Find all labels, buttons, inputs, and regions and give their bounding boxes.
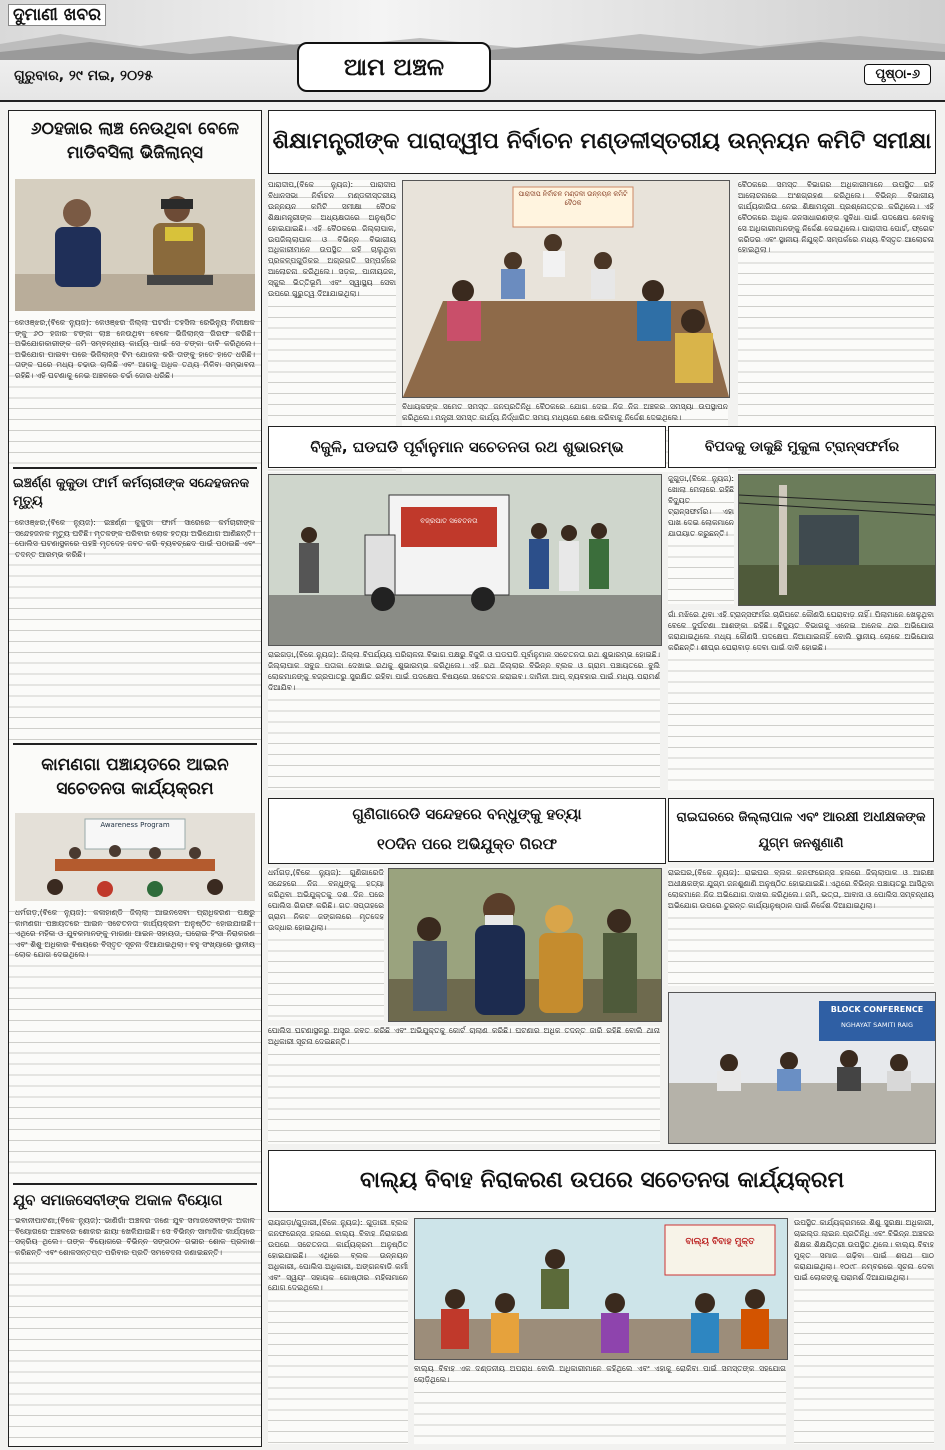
- body-lightning-rath: ରାଇଗଡ଼ା,(ବିକେ ନ୍ୟୁଜ): ଜିଲ୍ଲା ବିପର୍ଯ୍ୟୟ ପରିଚାଳନା ବିଭାଗ ପକ୍ଷରୁ ବିଜୁଳି ଓ ଘଡଘଡି ପୂର୍ବାନୁମାନ ସଚେତନତା ରଥ ଶୁଭାରମ୍ଭ ହୋଇଛି। ଜିଲ୍ଲାପାଳ ସବୁଜ ପତାକା ଦେଖାଇ ରଥକୁ ଶୁଭାରମ୍ଭ କରିଥିଲେ। ଏହି ରଥ ଜିଲ୍ଲାର ବିଭିନ୍ନ ବ୍ଲକ ଓ ଗ୍ରାମ ପଞ୍ଚାୟତରେ ବୁଲି ଲୋକମାନଙ୍କୁ ବଜ୍ରପାତରୁ ସୁରକ୍ଷିତ ରହିବା ପାଇଁ ପଦକ୍ଷେପ ବିଷୟରେ ସଚେତନ କରାଇବ। ଦାମିନୀ ଆପ୍ ବ୍ୟବହାର ପାଇଁ ମଧ୍ୟ ପରାମର୍ଶ ଦିଆଯିବ।: [268, 650, 660, 790]
- divider: [13, 743, 257, 745]
- photo-electric-pole: [739, 475, 935, 605]
- photo-awareness-van: [269, 475, 661, 645]
- van-sign: ବଜ୍ରପାତ ସଚେତନତା: [420, 517, 478, 525]
- body-transformer: ଗାଁ ମଝିରେ ଥିବା ଏହି ଟ୍ରାନ୍ସଫର୍ମର ଚାରିପଟେ କୌଣସି ଘେରାବାଡ଼ ନାହିଁ। ପିଲାମାନେ ଖେଳୁଥିବା ବେଳେ ଦୁର୍ଘଟଣା ଆଶଙ୍କା ରହିଛି। ବିଦ୍ୟୁତ ବିଭାଗକୁ ଏନେଇ ଅନେକ ଥର ଅଭିଯୋଗ କରାଯାଇଥିଲେ ମଧ୍ୟ କୌଣସି ପଦକ୍ଷେପ ନିଆଯାଇନାହିଁ ବୋଲି ସ୍ଥାନୀୟ ଲୋକେ ଅଭିଯୋଗ କରିଛନ୍ତି। ଶୀଘ୍ର ଘେରାବାଡ଼ ଦେବା ପାଇଁ ଦାବି ହୋଇଛି।: [668, 610, 934, 790]
- body-legal-awareness: ଧର୍ମଗଡ଼,(ବିକେ ନ୍ୟୁଜ): କଳାହାଣ୍ଡି ଜିଲ୍ଲା ଆଇନସେବା ପ୍ରାଧିକରଣ ପକ୍ଷରୁ କାମଣଗା ପଞ୍ଚାୟତରେ ଆଇନ ସଚେତନତା କାର୍ଯ୍ୟକ୍ରମ ଅନୁଷ୍ଠିତ ହୋଇଯାଇଛି। ଏଥିରେ ମହିଳା ଓ ଯୁବକମାନଙ୍କୁ ମାଗଣା ଆଇନ ସହାୟତା, ଘରୋଇ ହିଂସା ନିରାକରଣ ଏବଂ ଶିଶୁ ଅଧିକାର ବିଷୟରେ ବିସ୍ତୃତ ସୂଚନା ଦିଆଯାଇଥିଲା। ବହୁ ସଂଖ୍ୟାରେ ସ୍ଥାନୀୟ ଲୋକ ଯୋଗ ଦେଇଥିଲେ।: [9, 905, 261, 1181]
- newspaper-name: ଦୁମାଣୀ ଖବର: [8, 4, 106, 26]
- photo-vigilance-arrest: [15, 179, 255, 311]
- headline-line-2: ୧୦ଦିନ ପରେ ଅଭିଯୁକ୍ତ ଗିରଫ: [377, 835, 557, 853]
- divider: [13, 1183, 257, 1185]
- left-column: [8, 110, 262, 1447]
- body-child-left: ରାୟଗଡ଼ା/ଗୁଡ଼ାରୀ,(ବିକେ ନ୍ୟୁଜ): ଗୁଡ଼ାରୀ ବ୍ଲକ କନଫରେନ୍ସ ହଲରେ ବାଲ୍ୟ ବିବାହ ନିରାକରଣ ଉପରେ ସଚେତନତା କାର୍ଯ୍ୟକ୍ରମ ଅନୁଷ୍ଠିତ ହୋଇଯାଇଛି। ଏଥିରେ ବ୍ଲକ ଉନ୍ନୟନ ଅଧିକାରୀ, ପୋଲିସ ଅଧିକାରୀ, ଅଙ୍ଗନବାଡି କର୍ମୀ ଏବଂ ସ୍ୱୟଂ ସହାୟକ ଗୋଷ୍ଠୀର ମହିଳାମାନେ ଯୋଗ ଦେଇଥିଲେ।: [268, 1218, 408, 1444]
- body-child-right: ଉପସ୍ଥିତ କାର୍ଯ୍ୟକ୍ରମରେ ଶିଶୁ ସୁରକ୍ଷା ଅଧିକାରୀ, ଚାଇଲ୍ଡ ଲାଇନ ପ୍ରତିନିଧି ଏବଂ ବିଭିନ୍ନ ଅଞ୍ଚଳର ଶିକ୍ଷକ ଶିକ୍ଷୟିତ୍ରୀ ଉପସ୍ଥିତ ଥିଲେ। ବାଲ୍ୟ ବିବାହ ମୁକ୍ତ ସମାଜ ଗଢ଼ିବା ପାଇଁ ଶପଥ ପାଠ କରାଯାଇଥିଲା। ୧୦୯୮ ନମ୍ବରରେ ସୂଚନା ଦେବା ପାଇଁ ଲୋକଙ୍କୁ ପରାମର୍ଶ ଦିଆଯାଇଥିଲା।: [794, 1218, 934, 1444]
- section-title: ଆମ ଅଞ୍ଚଳ: [297, 42, 491, 92]
- main-content: [268, 110, 936, 1445]
- headline-child-marriage: ବାଲ୍ୟ ବିବାହ ନିରାକରଣ ଉପରେ ସଚେତନତା କାର୍ଯ୍ୟକ୍ରମ: [268, 1150, 936, 1212]
- issue-date: ଗୁରୁବାର, ୨୯ ମଇ, ୨୦୨୫: [14, 68, 153, 84]
- photo-accused-escort: [389, 869, 661, 1021]
- headline-murder-arrest: [268, 798, 666, 864]
- body-arrest-left: ଧର୍ମଗଡ଼,(ବିକେ ନ୍ୟୁଜ): ଗୁଣିଗାରେଡି ସନ୍ଦେହରେ ନିଜ ବନ୍ଧୁଙ୍କୁ ହତ୍ୟା କରିଥିବା ଅଭିଯୁକ୍ତକୁ ଦଶ ଦିନ ପରେ ପୋଲିସ ଗିରଫ କରିଛି। ଗତ ସପ୍ତାହରେ ଗ୍ରାମ ନିକଟ ଜଙ୍ଗଲରେ ମୃତଦେହ ଉଦ୍ଧାର ହୋଇଥିଲା।: [268, 868, 384, 1020]
- photo-janasunani: [668, 992, 936, 1144]
- headline-legal-awareness: କାମଣଗା ପଞ୍ଚାୟତରେ ଆଇନ ସଚେତନତା କାର୍ଯ୍ୟକ୍ରମ: [41, 755, 229, 799]
- photo-people-sitting: [15, 179, 255, 311]
- photo-transformer: [738, 474, 936, 606]
- headline-vigilance: ୬୦ହଜାର ଲାଞ୍ଚ ନେଉଥିବା ବେଳେ ମାଡିବସିଲା ଭିଜିଲାନ୍ସ: [31, 119, 239, 163]
- body-transformer-top: ଜୁଗୁଡ଼ା,(ବିକେ ନ୍ୟୁଜ): ଖୋଲା ମେଲାରେ ରହିଛି ବିଦ୍ୟୁତ ଟ୍ରାନ୍ସଫର୍ମର। ଏହା ପାଖ ଦେଇ ଲୋକମାନେ ଯାତାୟାତ କରୁଛନ୍ତି।: [668, 474, 734, 604]
- banner-awareness-program: Awareness Program: [100, 821, 170, 829]
- photo-arrest: [388, 868, 662, 1022]
- photo-rath-launch: [268, 474, 662, 646]
- headline-poultry-death: ଇଞ୍ଚର୍ଣ୍ଣ କୁକୁଡା ଫାର୍ମ କର୍ମଚାରୀଙ୍କ ସନ୍ଦେହଜନକ ମୃତ୍ୟୁ: [13, 476, 250, 509]
- headline-obituary: ଯୁବ ସମାଜସେବୀଙ୍କ ଅକାଳ ବିୟୋଗ: [13, 1191, 223, 1209]
- lead-body-left: ପାରାଦୀପ,(ବିକେ ନ୍ୟୁଜ): ପାରାଦୀପ ବିଧାନସଭା ନିର୍ବାଚନ ମଣ୍ଡଳୀସ୍ତରୀୟ ଉନ୍ନୟନ କମିଟି ସମୀକ୍ଷା ବୈଠକ ଶିକ୍ଷାମନ୍ତ୍ରୀଙ୍କ ଅଧ୍ୟକ୍ଷତାରେ ଅନୁଷ୍ଠିତ ହୋଇଯାଇଛି। ଏହି ବୈଠକରେ ଜିଲ୍ଲାପାଳ, ଉପଜିଲ୍ଲାପାଳ ଓ ବିଭିନ୍ନ ବିଭାଗୀୟ ଅଧିକାରୀମାନେ ଉପସ୍ଥିତ ରହି ଚାଲୁଥିବା ପ୍ରକଳ୍ପଗୁଡିକର ଅଗ୍ରଗତି ସମ୍ପର୍କରେ ଆଲୋଚନା କରିଥିଲେ। ସଡ଼କ, ପାନୀୟଜଳ, ସ୍କୁଲ ଭିତ୍ତିଭୂମି ଏବଂ ସ୍ୱାସ୍ଥ୍ୟ ସେବା ଉପରେ ଗୁରୁତ୍ୱ ଦିଆଯାଇଥିଲା।: [268, 180, 396, 472]
- body-vigilance: କେଓଞ୍ଝର,(ବିକେ ନ୍ୟୁଜ): କେଓଞ୍ଝର ଜିଲ୍ଲା ଘଟଗାଁ ତହସିଲ ରେଭିନ୍ୟୁ ନିରୀକ୍ଷକ ଙ୍କୁ ୬୦ ହଜାର ଟଙ୍କା ଲାଞ୍ଚ ନେଉଥିବା ବେଳେ ଭିଜିଲାନ୍ସ ଗିରଫ କରିଛି। ଅଭିଯୋଗକାରୀଙ୍କ ଜମି ସମ୍ବନ୍ଧୀୟ କାର୍ଯ୍ୟ ପାଇଁ ସେ ଟଙ୍କା ଦାବି କରିଥିଲେ। ଅଭିଯୋଗ ପାଇବା ପରେ ଭିଜିଲାନ୍ସ ଟିମ ଯୋଜନା କରି ତାଙ୍କୁ ହାତେ ହାତେ ଧରିଛି। ତାଙ୍କ ଘରେ ମଧ୍ୟ ଚଢାଉ ଚାଲିଛି ଏବଂ ଆଗକୁ ଅଧିକ ତଥ୍ୟ ମିଳିବା ସମ୍ଭାବନା ରହିଛି। ଏହି ଘଟଣାକୁ ନେଇ ଅଞ୍ଚଳରେ ଚର୍ଚ୍ଚା ଜୋର ଧରିଛି।: [9, 315, 261, 465]
- divider: [13, 467, 257, 469]
- photo-review-meeting: [402, 180, 730, 398]
- lead-body-right: ବୈଠକରେ ସମସ୍ତ ବିଭାଗର ଅଧିକାରୀମାନେ ଉପସ୍ଥିତ ରହି ଆଲୋଚନାରେ ଅଂଶଗ୍ରହଣ କରିଥିଲେ। ବିଭିନ୍ନ ବିଭାଗୀୟ କାର୍ଯ୍ୟକାରିତା ନେଇ ଶିକ୍ଷାମନ୍ତ୍ରୀ ପ୍ରଶ୍ନୋତ୍ତର କରିଥିଲେ। ଏହି ବୈଠକରେ ଅଧିକ ଜନସାଧାରଣଙ୍କ ସୁବିଧା ପାଇଁ ପଦକ୍ଷେପ ନେବାକୁ ସେ ଅଧିକାରୀମାନଙ୍କୁ ନିର୍ଦ୍ଦେଶ ଦେଇଥିଲେ। ପାରାଦୀପ ପୋର୍ଟ, ଫ୍ରେଟ କରିଡର ଏବଂ ସ୍ଥାନୀୟ ନିଯୁକ୍ତି ସମ୍ପର୍କରେ ମଧ୍ୟ ବିସ୍ତୃତ ଆଲୋଚନା ହୋଇଥିଲା।: [738, 180, 934, 472]
- headline-lightning-rath: ବିଜୁଳି, ଘଡଘଡି ପୂର୍ବାନୁମାନ ସଚେତନତା ରଥ ଶୁଭାରମ୍ଭ: [268, 426, 666, 468]
- banner-child-marriage: ବାଲ୍ୟ ବିବାହ ମୁକ୍ତ: [685, 1237, 755, 1247]
- photo-child-marriage-awareness: [414, 1218, 788, 1360]
- masthead: [0, 0, 945, 102]
- headline-janasunani: ରାଇଘରରେ ଜିଲ୍ଲାପାଳ ଏବଂ ଆରକ୍ଷୀ ଅଧୀକ୍ଷକଙ୍କ ଯୁଗ୍ମ ଜନଶୁଣାଣି: [668, 798, 934, 862]
- banner-block-conference: BLOCK CONFERENCE: [830, 1005, 924, 1014]
- photo-legal-awareness: [15, 813, 255, 901]
- body-child-bottom: ବାଲ୍ୟ ବିବାହ ଏକ ଦଣ୍ଡନୀୟ ଅପରାଧ ବୋଲି ଅଧିକାରୀମାନେ କହିଥିଲେ ଏବଂ ଏହାକୁ ରୋକିବା ପାଇଁ ସମସ୍ତଙ୍କ ସହଯୋଗ ଲୋଡ଼ିଥିଲେ।: [414, 1364, 786, 1444]
- photo-block-conference: [669, 993, 935, 1143]
- headline-education-minister: ଶିକ୍ଷାମନ୍ତ୍ରୀଙ୍କ ପାରାଦ୍ୱୀପ ନିର୍ବାଚନ ମଣ୍ଡଳୀସ୍ତରୀୟ ଉନ୍ନୟନ କମିଟି ସମୀକ୍ଷା: [268, 110, 936, 174]
- photo-conference-table: [403, 181, 729, 397]
- headline-transformer: ବିପଦକୁ ଡାକୁଛି ମୁକୁଳା ଟ୍ରାନ୍ସଫର୍ମର: [668, 426, 936, 468]
- lead-body-bottom: ବିଧାୟକଙ୍କ ସମେତ ସମସ୍ତ ଜନପ୍ରତିନିଧି ବୈଠକରେ ଯୋଗ ଦେଇ ନିଜ ନିଜ ଅଞ୍ଚଳର ସମସ୍ୟା ଉପସ୍ଥାପନ କରିଥିଲେ। ମନ୍ତ୍ରୀ ସମସ୍ତ କାର୍ଯ୍ୟ ନିର୍ଦ୍ଧାରିତ ସମୟ ମଧ୍ୟରେ ଶେଷ କରିବାକୁ ନିର୍ଦ୍ଦେଶ ଦେଇଥିଲେ।: [402, 402, 728, 472]
- body-janasunani: ରାଇଘର,(ବିକେ ନ୍ୟୁଜ): ରାଇଘର ବ୍ଲକ କନଫରେନ୍ସ ହଲରେ ଜିଲ୍ଲାପାଳ ଓ ଆରକ୍ଷୀ ଅଧୀକ୍ଷକଙ୍କ ଯୁଗ୍ମ ଜନଶୁଣାଣି ଅନୁଷ୍ଠିତ ହୋଇଯାଇଛି। ଏଥିରେ ବିଭିନ୍ନ ପଞ୍ଚାୟତରୁ ଆସିଥିବା ଲୋକମାନେ ନିଜ ଅଭିଯୋଗ ଦାଖଲ କରିଥିଲେ। ଜମି, ଭତ୍ତା, ଆବାସ ଓ ପୋଲିସ ସମ୍ବନ୍ଧୀୟ ଅଭିଯୋଗ ଉପରେ ତୁରନ୍ତ କାର୍ଯ୍ୟାନୁଷ୍ଠାନ ପାଇଁ ନିର୍ଦ୍ଦେଶ ଦିଆଯାଇଥିଲା।: [668, 868, 934, 986]
- body-poultry-death: କେଓଞ୍ଝର,(ବିକେ ନ୍ୟୁଜ): ଇଞ୍ଚର୍ଣ୍ଣ କୁକୁଡା ଫାର୍ମ ସାରେରେ କର୍ମଚାରୀଙ୍କ ସନ୍ଦେହଜନକ ମୃତ୍ୟୁ ଘଟିଛି। ମୃତକଙ୍କ ପରିବାର ଲୋକ ହତ୍ୟା ଅଭିଯୋଗ ଆଣିଛନ୍ତି। ପୋଲିସ ଘଟଣାସ୍ଥଳରେ ପହଞ୍ଚି ମୃତଦେହ ଜବତ କରି ବ୍ୟବଚ୍ଛେଦ ପାଇଁ ପଠାଇଛି ଏବଂ ତଦନ୍ତ ଆରମ୍ଭ କରିଛି।: [9, 515, 261, 741]
- body-obituary: ଭବାନୀପାଟଣା,(ବିକେ ନ୍ୟୁଜ): ଭାଣିଗାଁ ଅଞ୍ଚଳର ଜଣେ ଯୁବ ସମାଜସେବୀଙ୍କ ଅକାଳ ବିୟୋଗରେ ଅଞ୍ଚଳରେ ଶୋକର ଛାୟା ଖେଳିଯାଇଛି। ସେ ବିଭିନ୍ନ ସାମାଜିକ କାର୍ଯ୍ୟରେ ସକ୍ରିୟ ଥିଲେ। ତାଙ୍କ ବିୟୋଗରେ ବିଭିନ୍ନ ସଙ୍ଗଠନ ଗଭୀର ଶୋକ ପ୍ରକାଶ କରିଛନ୍ତି ଏବଂ ଶୋକସନ୍ତପ୍ତ ପରିବାର ପ୍ରତି ସମବେଦନା ଜଣାଇଛନ୍ତି।: [9, 1213, 261, 1447]
- banner-panchayat-samiti: NGHAYAT SAMITI RAIG: [841, 1021, 913, 1029]
- body-arrest-bottom: ପୋଲିସ ଘଟଣାସ୍ଥଳରୁ ଅସ୍ତ୍ର ଜବତ କରିଛି ଏବଂ ଅଭିଯୁକ୍ତକୁ କୋର୍ଟ ଚାଲାଣ କରିଛି। ଘଟଣାର ଅଧିକ ତଦନ୍ତ ଜାରି ରହିଛି ବୋଲି ଥାନା ଅଧିକାରୀ ସୂଚନା ଦେଇଛନ୍ତି।: [268, 1026, 660, 1144]
- page-number: ପୃଷ୍ଠା-୬: [864, 64, 931, 85]
- headline-line-1: ଗୁଣିଗାରେଡି ସନ୍ଦେହରେ ବନ୍ଧୁଙ୍କୁ ହତ୍ୟା: [352, 805, 582, 823]
- banner-meeting: ପାରାଦୀପ ନିର୍ବାଚନ ମଣ୍ଡଳୀ ଉନ୍ନୟନ କମିଟି ବୈଠକ: [518, 190, 628, 207]
